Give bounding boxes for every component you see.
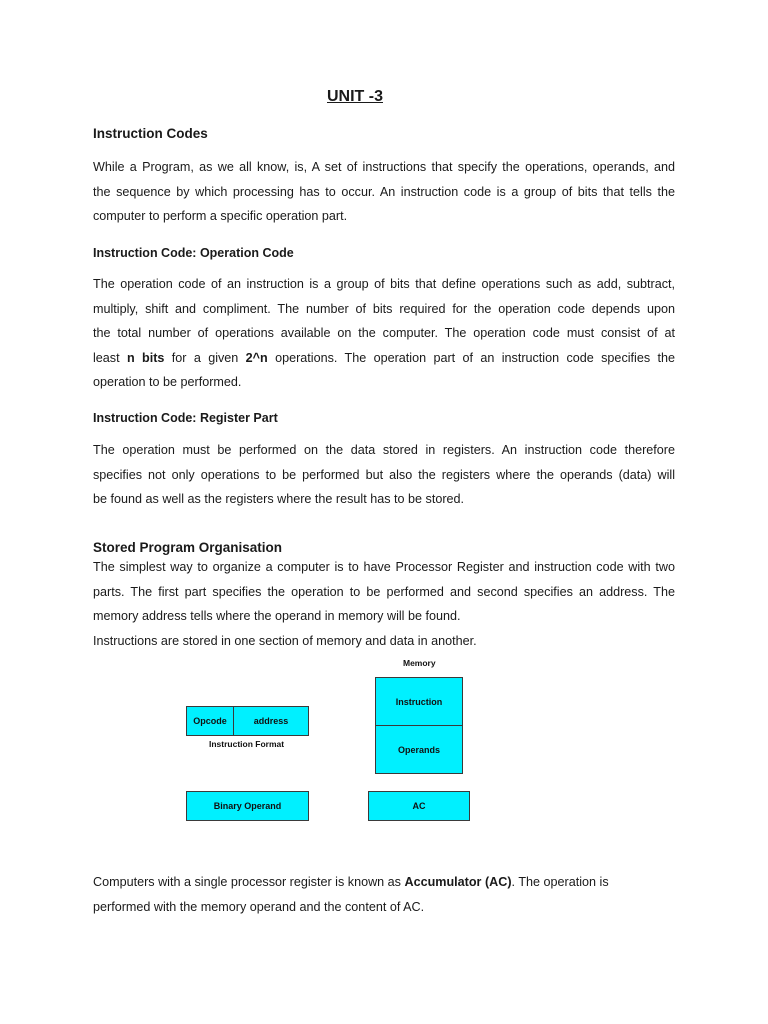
text-line: performed with the memory operand and the content of AC. xyxy=(93,899,425,914)
heading-stored-program: Stored Program Organisation xyxy=(93,540,283,555)
text-line: The simplest way to organize a computer is to have Processor Register and instruction code with two xyxy=(93,560,675,574)
text-line xyxy=(93,870,675,895)
text-line: memory address tells where the operand in memory will be found. xyxy=(93,609,461,624)
accumulator-box: AC xyxy=(368,791,470,821)
text-line: specifies not only operations to be performed but also the registers where the operands (data) will xyxy=(93,467,675,482)
text-run: . The operation is xyxy=(511,875,609,889)
binary-operand-box: Binary Operand xyxy=(186,791,309,821)
heading-register-part: Instruction Code: Register Part xyxy=(93,411,278,425)
instruction-format-caption: Instruction Format xyxy=(209,739,285,749)
text-run: operations. The operation part of an instruction code specifies the xyxy=(267,350,675,365)
memory-label: Memory xyxy=(403,658,436,668)
text-line: the sequence by which processing has to occur. An instruction code is a group of bits that tells the xyxy=(93,184,675,199)
heading-instruction-codes: Instruction Codes xyxy=(93,126,208,141)
text-line: be found as well as the registers where the result has to be stored. xyxy=(93,492,465,507)
text-line xyxy=(93,346,675,371)
bold-n-bits: n bits xyxy=(126,350,165,365)
text-line: While a Program, as we all know, is, A set of instructions that specify the operations, operands, and xyxy=(93,160,675,174)
text-run: least xyxy=(93,350,127,365)
text-run: Computers with a single processor register is known as xyxy=(93,875,405,889)
opcode-box: Opcode xyxy=(186,706,234,736)
bold-accumulator: Accumulator (AC) xyxy=(404,875,512,889)
text-line: Instructions are stored in one section of memory and data in another. xyxy=(93,633,477,648)
text-line: multiply, shift and compliment. The number of bits required for the operation code depends upon xyxy=(93,301,675,316)
paragraph-accumulator xyxy=(93,870,675,919)
bold-2-power-n: 2^n xyxy=(245,350,268,365)
paragraph-operation-code xyxy=(93,272,675,395)
text-line: The operation code of an instruction is a group of bits that define operations such as add, subtract, xyxy=(93,277,675,291)
text-line: operation to be performed. xyxy=(93,375,242,390)
paragraph-instruction-codes xyxy=(93,155,675,229)
page-title: UNIT -3 xyxy=(327,88,383,105)
heading-operation-code: Instruction Code: Operation Code xyxy=(93,246,294,260)
paragraph-stored-program xyxy=(93,555,675,653)
text-run: for a given xyxy=(164,350,246,365)
text-line: parts. The first part specifies the operation to be performed and second specifies an address. The xyxy=(93,584,675,599)
memory-instruction-box: Instruction xyxy=(375,677,463,726)
memory-operands-box: Operands xyxy=(375,725,463,774)
text-line: The operation must be performed on the data stored in registers. An instruction code therefore xyxy=(93,443,675,457)
paragraph-register-part xyxy=(93,438,675,512)
address-box: address xyxy=(233,706,309,736)
text-line: computer to perform a specific operation part. xyxy=(93,209,348,224)
text-line: the total number of operations available on the computer. The operation code must consist of at xyxy=(93,326,675,341)
